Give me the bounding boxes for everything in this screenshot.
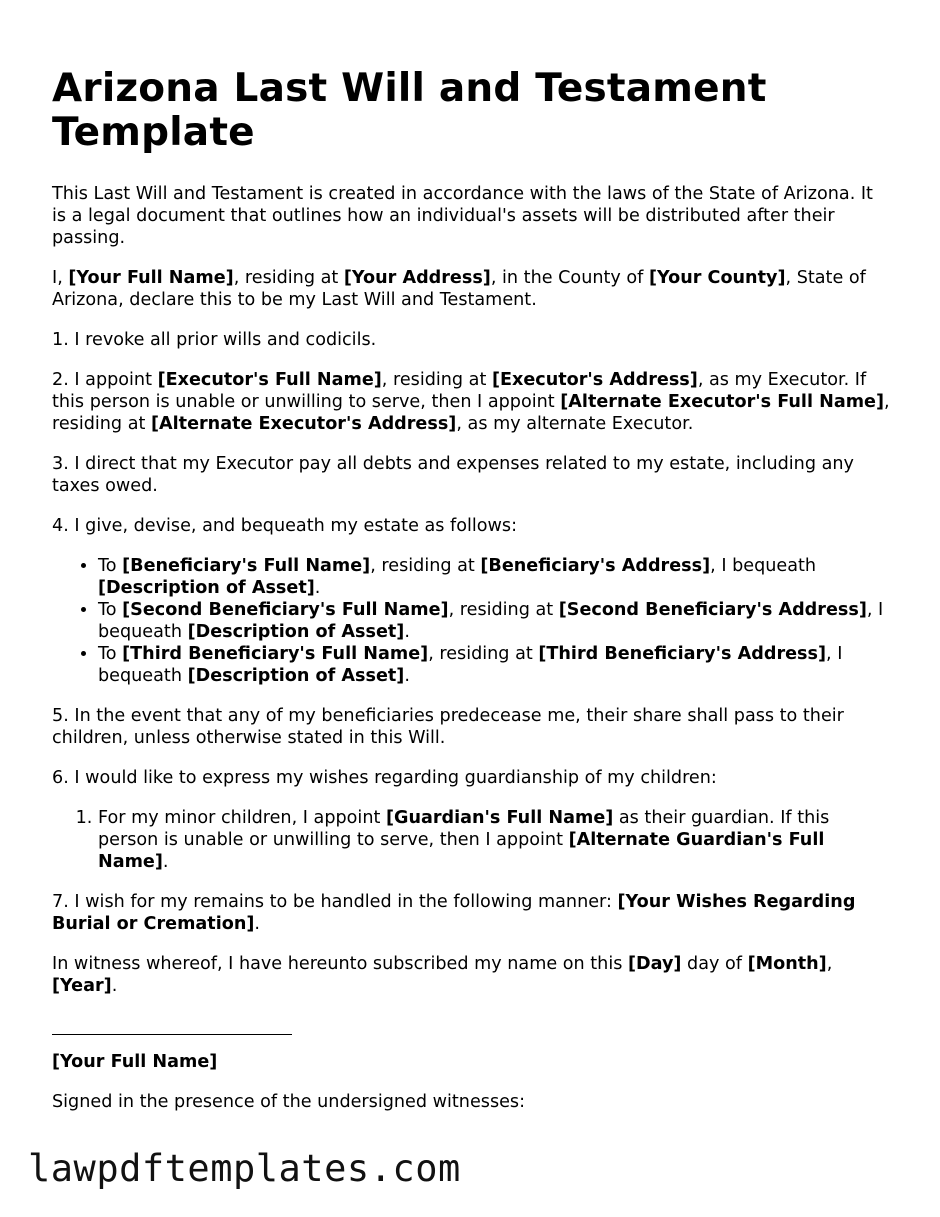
list-item: • To [Third Beneficiary's Full Name], residing at [Third Beneficiary's Address], I bequeath [Description of Asset].	[98, 643, 892, 687]
clause-7-remains: 7. I wish for my remains to be handled in the following manner: [Your Wishes Regarding Burial or Cremation].	[52, 892, 856, 934]
clause-5-predecease: 5. In the event that any of my beneficiaries predecease me, their share shall pass to their children, unless otherwise stated in this Will.	[52, 706, 844, 748]
declaration-paragraph: I, [Your Full Name], residing at [Your Address], in the County of [Your County], State of Arizona, declare this to be my Last Will and Testament.	[52, 268, 866, 310]
placeholder-executor-address: [Executor's Address]	[491, 370, 698, 390]
placeholder-day: [Day]	[627, 954, 682, 974]
signature-name: [Your Full Name]	[52, 1052, 218, 1072]
list-item: • To [Second Beneficiary's Full Name], residing at [Second Beneficiary's Address], I bequeath [Description of Asset].	[98, 599, 892, 643]
guardianship-list	[52, 807, 892, 873]
placeholder-month: [Month]	[747, 954, 827, 974]
placeholder-burial-wishes: [Your Wishes Regarding Burial or Cremation]	[52, 892, 856, 934]
placeholder-your-address: [Your Address]	[343, 268, 491, 288]
signature-line	[52, 1034, 292, 1035]
witness-note: Signed in the presence of the undersigned witnesses:	[52, 1092, 526, 1112]
clause-6-guardianship: 6. I would like to express my wishes regarding guardianship of my children:	[52, 768, 717, 788]
placeholder-alternate-executor-address: [Alternate Executor's Address]	[150, 414, 457, 434]
intro-paragraph: This Last Will and Testament is created in accordance with the laws of the State of Arizona. It is a legal document that outlines how an individual's assets will be distributed after their passing.	[52, 184, 873, 248]
clause-2-executor: 2. I appoint [Executor's Full Name], residing at [Executor's Address], as my Executor. If this person is unable or unwilling to serve, then I appoint [Alternate Executor's Full Name], residing at [Alternate Executor's Address], as my alternate Executor.	[52, 370, 890, 434]
placeholder-executor-name: [Executor's Full Name]	[157, 370, 382, 390]
placeholder-your-county: [Your County]	[648, 268, 786, 288]
document-page	[52, 0, 892, 1113]
list-item: 1. For my minor children, I appoint [Guardian's Full Name] as their guardian. If this person is unable or unwilling to serve, then I appoint [Alternate Guardian's Full Name].	[98, 807, 892, 873]
placeholder-year: [Year]	[52, 976, 112, 996]
watermark: lawpdftemplates.com	[28, 1147, 461, 1190]
witness-paragraph: In witness whereof, I have hereunto subscribed my name on this [Day] day of [Month], [Year].	[52, 954, 833, 996]
placeholder-alternate-executor-name: [Alternate Executor's Full Name]	[560, 392, 885, 412]
clause-3-debts: 3. I direct that my Executor pay all debts and expenses related to my estate, including any taxes owed.	[52, 454, 854, 496]
page-title: Arizona Last Will and Testament Template	[52, 66, 767, 155]
clause-1: 1. I revoke all prior wills and codicils.	[52, 330, 377, 350]
list-item: • To [Beneficiary's Full Name], residing at [Beneficiary's Address], I bequeath [Description of Asset].	[98, 555, 892, 599]
clause-4-bequests: 4. I give, devise, and bequeath my estate as follows:	[52, 516, 518, 536]
bequest-list	[52, 555, 892, 687]
placeholder-your-full-name: [Your Full Name]	[68, 268, 234, 288]
